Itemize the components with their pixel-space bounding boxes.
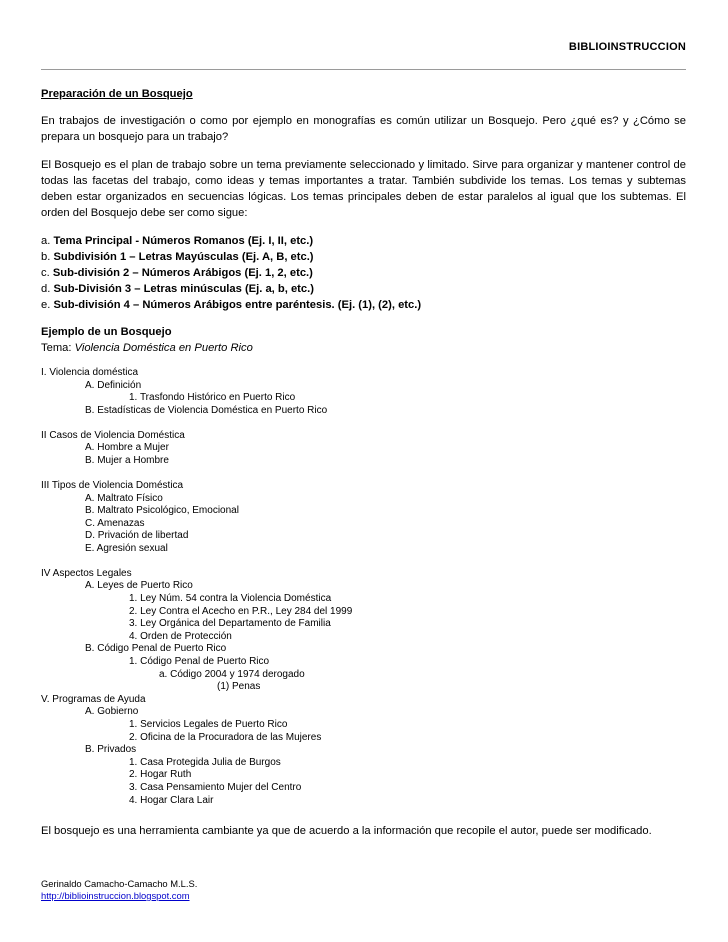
footer xyxy=(41,878,197,902)
outline-subtopic: B. Mujer a Hombre xyxy=(85,454,169,466)
order-item-text: Sub-división 2 – Números Arábigos (Ej. 1, 2, etc.) xyxy=(52,267,313,279)
outline-subtopic: A. Hombre a Mujer xyxy=(85,442,169,454)
outline-subtopic: 1. Trasfondo Histórico en Puerto Rico xyxy=(129,392,296,404)
closing-paragraph: El bosquejo es una herramienta cambiante ya que de acuerdo a la información que recopile el autor, puede ser modificado. xyxy=(41,825,652,838)
outline-subtopic: C. Amenazas xyxy=(85,517,145,529)
outline-section xyxy=(41,430,686,468)
outline-section xyxy=(41,480,686,556)
footer-blog-link[interactable]: http://biblioinstruccion.blogspot.com xyxy=(41,890,190,901)
outline-subtopic: 1. Casa Protegida Julia de Burgos xyxy=(129,756,281,768)
order-item-text: Subdivisión 1 – Letras Mayúsculas (Ej. A, B, etc.) xyxy=(53,251,314,263)
document-title: Preparación de un Bosquejo xyxy=(41,88,193,100)
outline-section xyxy=(41,694,686,807)
footer-author: Gerinaldo Camacho-Camacho M.L.S. xyxy=(41,878,198,889)
example-outline xyxy=(41,367,686,807)
outline-subtopic: 1. Ley Núm. 54 contra la Violencia Doméstica xyxy=(129,593,332,605)
outline-subtopic: B. Estadísticas de Violencia Doméstica en Puerto Rico xyxy=(85,404,328,416)
outline-main-topic: V. Programas de Ayuda xyxy=(41,693,146,705)
order-list-item xyxy=(41,297,686,313)
order-list-item xyxy=(41,265,686,281)
order-item-prefix: b. xyxy=(41,251,54,263)
outline-subtopic: B. Maltrato Psicológico, Emocional xyxy=(85,505,239,517)
order-item-text: Tema Principal - Números Romanos (Ej. I, II, etc.) xyxy=(53,235,314,247)
order-item-text: Sub-división 4 – Números Arábigos entre paréntesis. (Ej. (1), (2), etc.) xyxy=(53,299,422,311)
outline-subtopic: 1. Servicios Legales de Puerto Rico xyxy=(129,719,288,731)
outline-subtopic: A. Definición xyxy=(85,379,142,391)
outline-subtopic: A. Maltrato Físico xyxy=(85,492,163,504)
order-item-prefix: e. xyxy=(41,299,54,311)
outline-main-topic: III Tipos de Violencia Doméstica xyxy=(41,479,184,491)
outline-subtopic: A. Gobierno xyxy=(85,706,139,718)
outline-subtopic: 4. Orden de Protección xyxy=(129,630,232,642)
order-list xyxy=(41,233,686,313)
outline-main-topic: IV Aspectos Legales xyxy=(41,567,132,579)
outline-subtopic: (1) Penas xyxy=(217,681,261,693)
definition-paragraph: El Bosquejo es el plan de trabajo sobre un tema previamente seleccionado y limitado. Sirve para organizar y mantener control de todas las facetas del trabajo, como ideas y temas importantes a tratar. También subdivide los temas. Los temas y subtemas deben estar organizados en secuencias lógicas. Los temas principales deben de estar paralelos al igual que los subtemas. El orden del Bosquejo debe ser como sigue: xyxy=(41,159,686,219)
order-item-prefix: a. xyxy=(41,235,54,247)
example-tema xyxy=(41,340,686,356)
outline-main-topic: I. Violencia doméstica xyxy=(41,367,139,378)
document-body xyxy=(41,86,686,851)
outline-section xyxy=(41,367,686,417)
header-divider xyxy=(41,69,686,70)
outline-subtopic: 2. Hogar Ruth xyxy=(129,769,192,781)
outline-subtopic: 3. Casa Pensamiento Mujer del Centro xyxy=(129,781,302,793)
order-item-prefix: d. xyxy=(41,283,54,295)
outline-subtopic: E. Agresión sexual xyxy=(85,542,168,554)
example-heading: Ejemplo de un Bosquejo xyxy=(41,326,172,338)
order-list-item xyxy=(41,249,686,265)
tema-label: Tema: xyxy=(41,342,75,354)
outline-subtopic: 4. Hogar Clara Lair xyxy=(129,794,214,806)
order-list-item xyxy=(41,281,686,297)
outline-subtopic: A. Leyes de Puerto Rico xyxy=(85,580,193,592)
order-item-text: Sub-División 3 – Letras minúsculas (Ej. a, b, etc.) xyxy=(53,283,314,295)
order-item-prefix: c. xyxy=(41,267,53,279)
outline-subtopic: B. Privados xyxy=(85,744,137,756)
outline-subtopic: 1. Código Penal de Puerto Rico xyxy=(129,656,270,668)
outline-section xyxy=(41,568,686,694)
outline-subtopic: 2. Oficina de la Procuradora de las Mujeres xyxy=(129,731,322,743)
order-list-item xyxy=(41,233,686,249)
tema-value: Violencia Doméstica en Puerto Rico xyxy=(74,342,253,354)
outline-subtopic: 2. Ley Contra el Acecho en P.R., Ley 284 del 1999 xyxy=(129,605,353,617)
intro-paragraph: En trabajos de investigación o como por ejemplo en monografías es común utilizar un Bosquejo. Pero ¿qué es? y ¿Cómo se prepara un bosquejo para un trabajo? xyxy=(41,115,686,143)
outline-subtopic: 3. Ley Orgánica del Departamento de Familia xyxy=(129,618,331,630)
outline-subtopic: B. Código Penal de Puerto Rico xyxy=(85,643,227,655)
outline-subtopic: D. Privación de libertad xyxy=(85,530,189,542)
header-brand: BIBLIOINSTRUCCION xyxy=(568,41,686,53)
outline-main-topic: II Casos de Violencia Doméstica xyxy=(41,429,185,441)
outline-subtopic: a. Código 2004 y 1974 derogado xyxy=(159,668,305,680)
